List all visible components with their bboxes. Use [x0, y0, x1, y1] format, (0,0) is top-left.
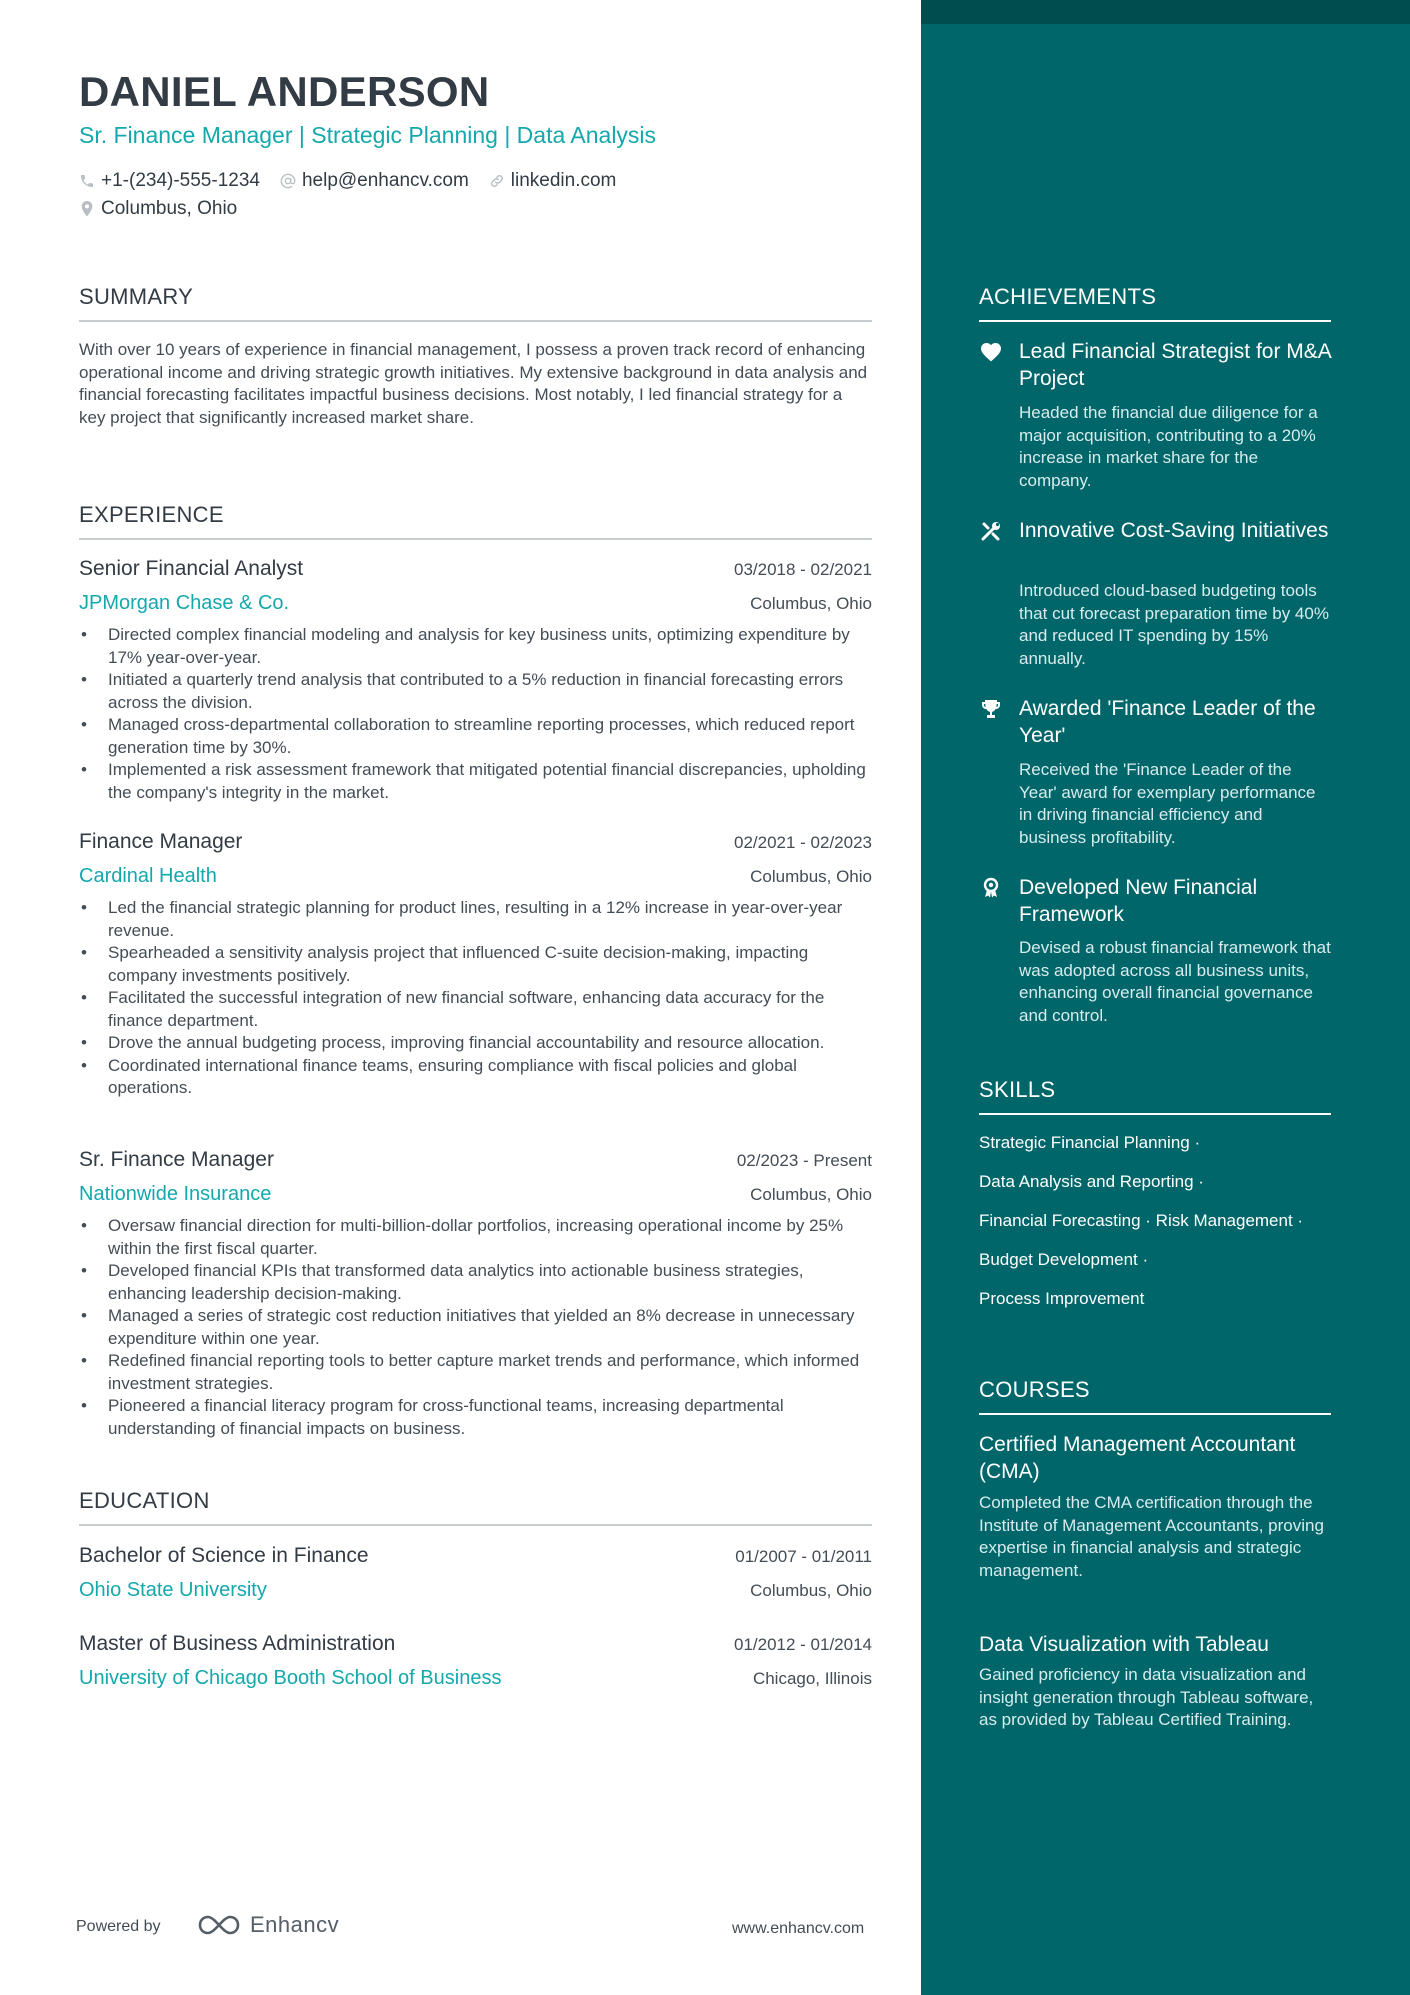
job-bullets [79, 624, 872, 804]
award-ribbon-icon [979, 876, 1003, 900]
contact-linkedin[interactable] [489, 170, 617, 192]
education-school-row [79, 1667, 872, 1690]
skill-row: Strategic Financial Planning · [979, 1133, 1201, 1152]
phone-icon [79, 173, 95, 189]
school-name: University of Chicago Booth School of Business [79, 1667, 502, 1689]
achievement-description: Received the 'Finance Leader of the Year' award for exemplary performance in driving financial efficiency and business profitability. [1019, 760, 1316, 847]
job-dates: 02/2023 - Present [736, 1151, 872, 1170]
bullet-item: • Drove the annual budgeting process, improving financial accountability and resource allocation. [79, 1032, 872, 1055]
education-dates: 01/2007 - 01/2011 [735, 1547, 872, 1566]
job-company-row [79, 1183, 872, 1206]
job-title: Sr. Finance Manager [79, 1148, 274, 1171]
sidebar-top-band [921, 0, 1410, 24]
skills-heading: SKILLS [979, 1077, 1331, 1115]
job-company-row [79, 592, 872, 615]
tools-icon [979, 519, 1003, 543]
achievement-description: Introduced cloud-based budgeting tools that cut forecast preparation time by 40% and reduced IT spending by 15% annually. [1019, 581, 1329, 668]
bullet-item: • Pioneered a financial literacy program for cross-functional teams, increasing departmental understanding of financial impacts on business. [79, 1395, 872, 1440]
location-text: Columbus, Ohio [101, 198, 238, 219]
bullet-item: • Managed a series of strategic cost reduction initiatives that yielded an 8% decrease in unnecessary expenditure within one year. [79, 1305, 872, 1350]
bullet-item: • Initiated a quarterly trend analysis that contributed to a 5% reduction in financial forecasting errors across the division. [79, 669, 872, 714]
trophy-icon [979, 697, 1003, 721]
job-company: JPMorgan Chase & Co. [79, 592, 290, 614]
course-title: Certified Management Accountant (CMA) [979, 1433, 1296, 1483]
bullet-item: • Directed complex financial modeling and analysis for key business units, optimizing expenditure by 17% year-over-year. [79, 624, 872, 669]
achievement-title: Developed New Financial Framework [1019, 876, 1258, 926]
job-title: Senior Financial Analyst [79, 557, 304, 580]
achievement-title: Lead Financial Strategist for M&A Project [1019, 340, 1331, 390]
achievement-title: Innovative Cost-Saving Initiatives [1019, 519, 1329, 542]
bullet-item: • Implemented a risk assessment framework that mitigated potential financial discrepancies, upholding the company's integrity in the market. [79, 759, 872, 804]
job-title: Finance Manager [79, 830, 243, 853]
education-heading: EDUCATION [79, 1488, 872, 1526]
experience-heading: EXPERIENCE [79, 502, 872, 540]
contact-phone[interactable] [79, 170, 260, 192]
linkedin-text: linkedin.com [510, 170, 617, 191]
job-company-row [79, 865, 872, 888]
contact-row [79, 170, 636, 192]
bullet-item: • Developed financial KPIs that transformed data analytics into actionable business strategies, enhancing leadership decision-making. [79, 1260, 872, 1305]
footer-url[interactable]: www.enhancv.com [732, 1920, 865, 1937]
summary-text: With over 10 years of experience in financial management, I possess a proven track record of enhancing operational income and driving strategic growth initiatives. My extensive background in data analysis and financial forecasting facilitates impactful business decisions. Most notably, I led financial strategy for a key project that significantly increased market share. [79, 340, 868, 427]
bullet-item: • Managed cross-departmental collaboration to streamline reporting processes, which reduced report generation time by 30%. [79, 714, 872, 759]
achievement-description: Devised a robust financial framework that was adopted across all business units, enhancing overall financial governance and control. [1019, 938, 1331, 1025]
skill-row: Budget Development · [979, 1250, 1149, 1269]
bullet-item: • Led the financial strategic planning for product lines, resulting in a 12% increase in year-over-year revenue. [79, 897, 872, 942]
achievements-heading: ACHIEVEMENTS [979, 284, 1331, 322]
achievement-title: Awarded 'Finance Leader of the Year' [1019, 697, 1316, 747]
education-school-row [79, 1579, 872, 1602]
contact-email[interactable] [280, 170, 469, 192]
job-bullets [79, 897, 872, 1100]
courses-heading: COURSES [979, 1377, 1331, 1415]
contact-location [79, 198, 257, 220]
bullet-item: • Redefined financial reporting tools to better capture market trends and performance, which informed investment strategies. [79, 1350, 872, 1395]
education-dates: 01/2012 - 01/2014 [733, 1635, 872, 1654]
job-header [79, 1148, 872, 1172]
job-header [79, 557, 872, 581]
course-description: Completed the CMA certification through the Institute of Management Accountants, proving expertise in financial analysis and strategic management. [979, 1493, 1324, 1580]
enhancv-infinity-icon [196, 1913, 242, 1937]
course-description: Gained proficiency in data visualization and insight generation through Tableau software, as provided by Tableau Certified Training. [979, 1665, 1314, 1729]
skill-row: Data Analysis and Reporting · [979, 1172, 1204, 1191]
skill-row: Process Improvement [979, 1289, 1145, 1308]
education-header [79, 1632, 872, 1656]
enhancv-brand: Enhancv [250, 1912, 340, 1937]
school-location: Chicago, Illinois [752, 1669, 872, 1688]
education-header [79, 1544, 872, 1568]
candidate-name: DANIEL ANDERSON [79, 68, 490, 115]
job-dates: 03/2018 - 02/2021 [733, 560, 872, 579]
job-company: Cardinal Health [79, 865, 217, 887]
bullet-item: • Spearheaded a sensitivity analysis project that influenced C-suite decision-making, impacting company investments positively. [79, 942, 872, 987]
job-bullets [79, 1215, 872, 1440]
enhancv-logo[interactable] [196, 1912, 339, 1938]
job-company: Nationwide Insurance [79, 1183, 272, 1205]
email-text: help@enhancv.com [301, 170, 469, 191]
summary-heading: SUMMARY [79, 284, 872, 322]
achievement-description: Headed the financial due diligence for a major acquisition, contributing to a 20% increase in market share for the company. [1019, 403, 1318, 490]
bullet-item: • Oversaw financial direction for multi-billion-dollar portfolios, increasing operational income by 25% within the first fiscal quarter. [79, 1215, 872, 1260]
headline: Sr. Finance Manager | Strategic Planning | Data Analysis [79, 122, 657, 148]
degree-title: Master of Business Administration [79, 1632, 396, 1655]
job-header [79, 830, 872, 854]
bullet-item: • Coordinated international finance teams, ensuring compliance with fiscal policies and global operations. [79, 1055, 872, 1100]
job-location: Columbus, Ohio [750, 867, 872, 886]
heart-icon [979, 340, 1003, 364]
location-item [79, 198, 237, 220]
degree-title: Bachelor of Science in Finance [79, 1544, 369, 1567]
location-pin-icon [79, 200, 95, 218]
school-location: Columbus, Ohio [750, 1581, 872, 1600]
bullet-item: • Facilitated the successful integration of new financial software, enhancing data accuracy for the finance department. [79, 987, 872, 1032]
job-location: Columbus, Ohio [750, 1185, 872, 1204]
job-dates: 02/2021 - 02/2023 [733, 833, 872, 852]
skill-row: Financial Forecasting · Risk Management · [979, 1211, 1304, 1230]
job-location: Columbus, Ohio [750, 594, 872, 613]
phone-text: +1-(234)-555-1234 [101, 170, 260, 191]
course-title: Data Visualization with Tableau [979, 1633, 1269, 1656]
powered-by-label: Powered by [76, 1918, 161, 1935]
link-icon [489, 173, 505, 189]
school-name: Ohio State University [79, 1579, 267, 1601]
at-icon [280, 173, 296, 189]
